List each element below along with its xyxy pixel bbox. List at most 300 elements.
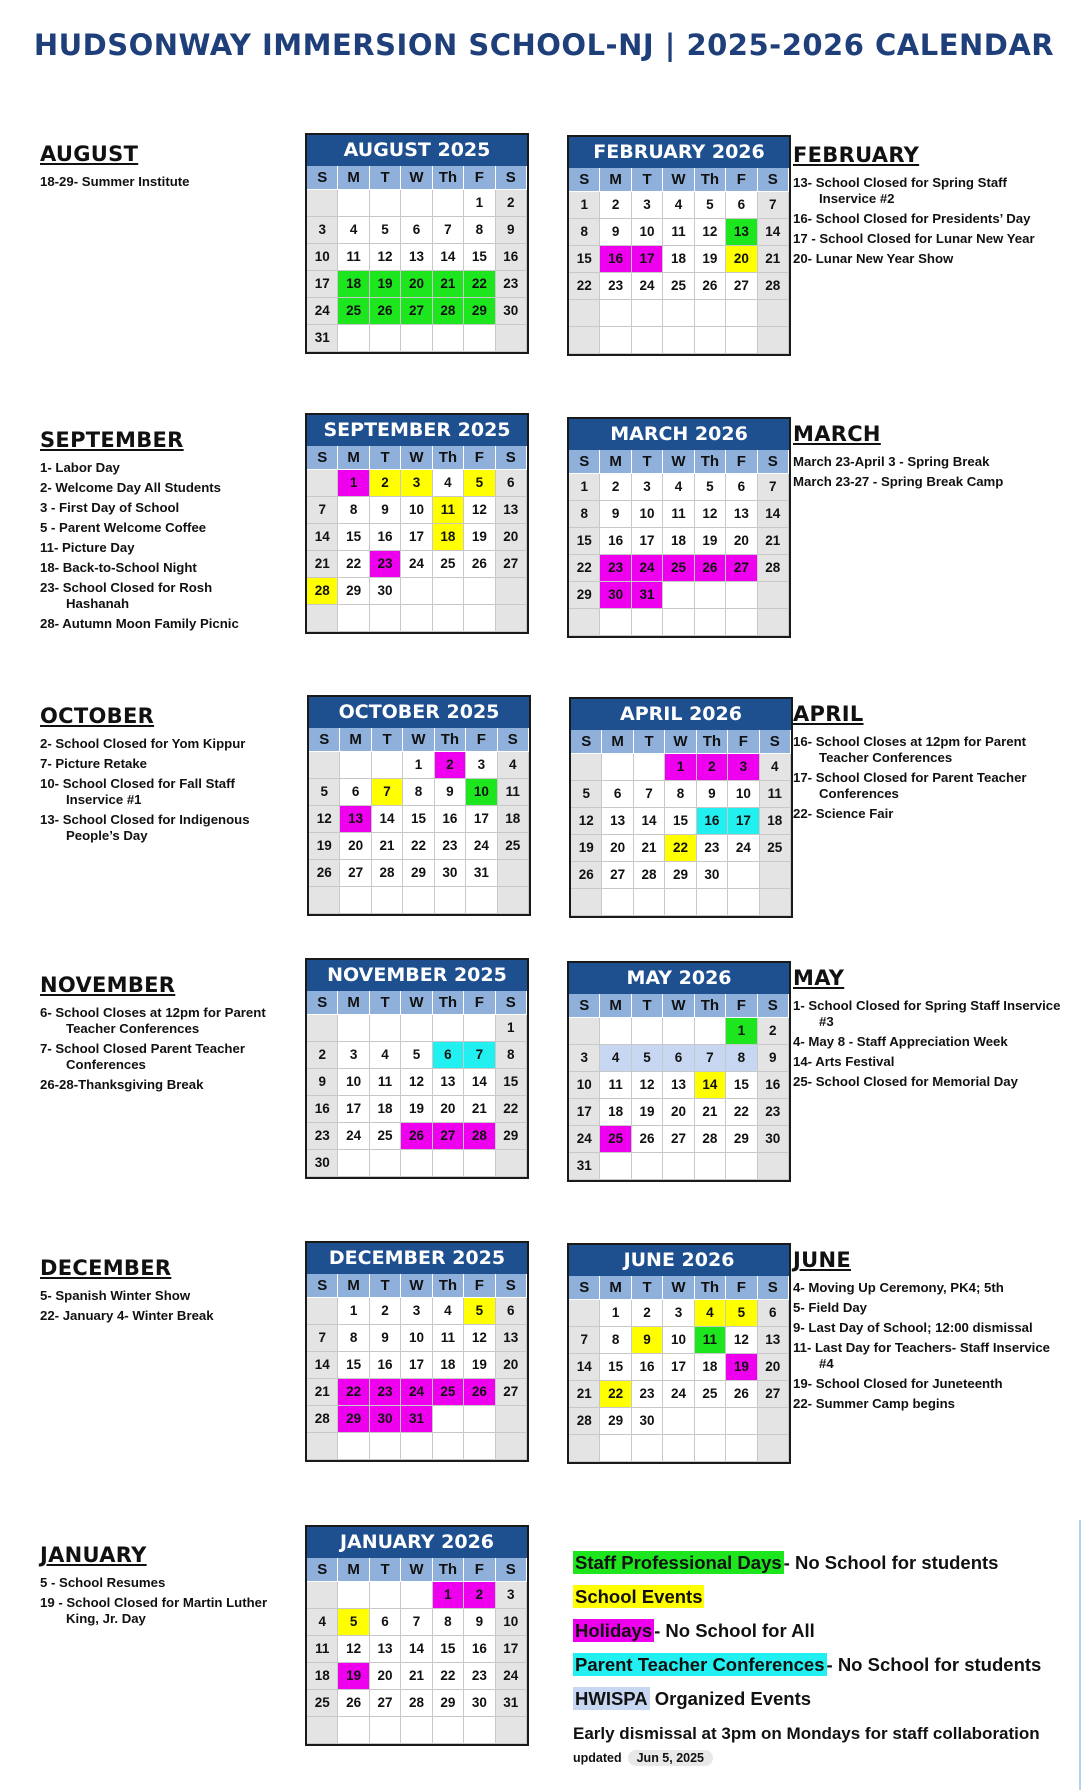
- day-cell: 15: [600, 1354, 631, 1381]
- weekday-header: F: [464, 991, 495, 1015]
- updated-date-chip[interactable]: Jun 5, 2025: [628, 1750, 713, 1766]
- day-cell: 9: [496, 217, 527, 244]
- day-cell: 23: [370, 551, 401, 578]
- day-cell: 26: [632, 1126, 663, 1153]
- note-item: 10- School Closed for Fall Staff Inservice #1: [40, 776, 235, 807]
- calendar-jun-2026: [567, 1243, 791, 1464]
- day-cell: 4: [338, 217, 369, 244]
- day-cell: 12: [338, 1636, 369, 1663]
- day-cell: 4: [433, 1298, 464, 1325]
- day-cell: 30: [632, 1408, 663, 1435]
- day-cell: 29: [403, 860, 434, 887]
- empty-cell: [496, 1150, 527, 1177]
- day-cell: 9: [758, 1045, 789, 1072]
- note-item: 22- Science Fair: [793, 806, 894, 821]
- note-item: 3 - First Day of School: [40, 500, 180, 515]
- note-item: 22- January 4- Winter Break: [40, 1308, 214, 1323]
- note-item: 25- School Closed for Memorial Day: [793, 1074, 1018, 1089]
- day-cell: 7: [695, 1045, 726, 1072]
- day-cell: 15: [569, 528, 600, 555]
- empty-cell: [338, 1433, 369, 1460]
- notes-may: [793, 966, 1061, 1094]
- day-cell: 13: [726, 501, 757, 528]
- notes-heading: MAY: [793, 966, 845, 990]
- notes-mar: [793, 422, 1061, 494]
- day-cell: 4: [663, 192, 694, 219]
- day-cell: 21: [433, 271, 464, 298]
- day-cell: 30: [464, 1690, 495, 1717]
- weekday-header: S: [496, 446, 527, 470]
- note-item: 5 - Parent Welcome Coffee: [40, 520, 207, 535]
- day-cell: 10: [632, 501, 663, 528]
- note-item: 26-28-Thanksgiving Break: [40, 1077, 204, 1092]
- note-item: 1- Labor Day: [40, 460, 120, 475]
- weekday-header: S: [307, 166, 338, 190]
- empty-cell: [600, 327, 631, 354]
- calendar-nov-2025: [305, 958, 529, 1179]
- note-item: 14- Arts Festival: [793, 1054, 895, 1069]
- day-cell: 24: [401, 551, 432, 578]
- day-cell: 15: [569, 246, 600, 273]
- empty-cell: [695, 300, 726, 327]
- day-cell: 22: [569, 555, 600, 582]
- day-cell: 5: [338, 1609, 369, 1636]
- weekday-header: S: [496, 991, 527, 1015]
- day-cell: 17: [632, 246, 663, 273]
- day-cell: 30: [758, 1126, 789, 1153]
- day-cell: 21: [307, 1379, 338, 1406]
- day-cell: 12: [370, 244, 401, 271]
- weekday-header: Th: [435, 728, 466, 752]
- day-cell: 13: [370, 1636, 401, 1663]
- day-cell: 7: [372, 779, 403, 806]
- day-cell: 5: [464, 1298, 495, 1325]
- note-item: 22- Summer Camp begins: [793, 1396, 955, 1411]
- empty-cell: [663, 1153, 694, 1180]
- day-cell: 8: [338, 497, 369, 524]
- empty-cell: [632, 609, 663, 636]
- day-cell: 4: [600, 1045, 631, 1072]
- weekday-header: M: [338, 991, 369, 1015]
- day-cell: 18: [370, 1096, 401, 1123]
- legend-label: School Events: [575, 1586, 703, 1607]
- day-cell: 6: [401, 217, 432, 244]
- day-cell: 22: [496, 1096, 527, 1123]
- empty-cell: [663, 327, 694, 354]
- day-cell: 20: [602, 835, 633, 862]
- weekday-header: M: [600, 994, 631, 1018]
- day-cell: 28: [758, 273, 789, 300]
- day-cell: 3: [496, 1582, 527, 1609]
- empty-cell: [760, 862, 791, 889]
- weekday-header: T: [372, 728, 403, 752]
- day-cell: 2: [370, 470, 401, 497]
- calendar-title: AUGUST 2025: [307, 135, 527, 166]
- day-cell: 22: [338, 1379, 369, 1406]
- day-cell: 1: [496, 1015, 527, 1042]
- calendar-title: SEPTEMBER 2025: [307, 415, 527, 446]
- empty-cell: [370, 1433, 401, 1460]
- weekday-header: Th: [695, 1276, 726, 1300]
- empty-cell: [307, 1582, 338, 1609]
- page-title: HUDSONWAY IMMERSION SCHOOL-NJ | 2025-2026 CALENDAR: [33, 28, 1055, 62]
- empty-cell: [600, 1018, 631, 1045]
- legend-item: [573, 1684, 1073, 1718]
- empty-cell: [307, 1298, 338, 1325]
- day-cell: 19: [309, 833, 340, 860]
- note-item: March 23-April 3 - Spring Break: [793, 454, 990, 469]
- day-cell: 2: [307, 1042, 338, 1069]
- weekday-header: Th: [433, 1558, 464, 1582]
- weekday-header: F: [728, 730, 759, 754]
- legend-item: [573, 1650, 1073, 1684]
- day-cell: 24: [569, 1126, 600, 1153]
- notes-heading: JUNE: [793, 1248, 851, 1272]
- day-cell: 13: [758, 1327, 789, 1354]
- day-cell: 11: [663, 219, 694, 246]
- day-cell: 20: [401, 271, 432, 298]
- day-cell: 10: [496, 1609, 527, 1636]
- weekday-header: Th: [433, 166, 464, 190]
- day-cell: 30: [307, 1150, 338, 1177]
- day-cell: 23: [697, 835, 728, 862]
- day-cell: 20: [758, 1354, 789, 1381]
- empty-cell: [433, 1150, 464, 1177]
- notes-sep: [40, 428, 270, 636]
- weekday-header: T: [632, 994, 663, 1018]
- day-cell: 10: [728, 781, 759, 808]
- day-cell: 28: [569, 1408, 600, 1435]
- notes-feb: [793, 143, 1061, 271]
- day-cell: 26: [571, 862, 602, 889]
- day-cell: 8: [569, 219, 600, 246]
- day-cell: 9: [632, 1327, 663, 1354]
- day-cell: 26: [695, 555, 726, 582]
- day-cell: 18: [498, 806, 529, 833]
- day-cell: 22: [726, 1099, 757, 1126]
- day-cell: 18: [760, 808, 791, 835]
- calendar-title: NOVEMBER 2025: [307, 960, 527, 991]
- day-cell: 15: [464, 244, 495, 271]
- note-item: 2- Welcome Day All Students: [40, 480, 222, 495]
- empty-cell: [338, 1150, 369, 1177]
- empty-cell: [338, 190, 369, 217]
- empty-cell: [464, 1433, 495, 1460]
- empty-cell: [569, 1300, 600, 1327]
- day-cell: 23: [370, 1379, 401, 1406]
- note-item: 9- Last Day of School; 12:00 dismissal: [793, 1320, 1033, 1335]
- day-cell: 12: [632, 1072, 663, 1099]
- notes-heading: APRIL: [793, 702, 864, 726]
- updated-label: updated: [573, 1751, 622, 1765]
- day-cell: 16: [370, 1352, 401, 1379]
- calendar-jan-2026: [305, 1525, 529, 1746]
- day-cell: 12: [571, 808, 602, 835]
- notes-heading: NOVEMBER: [40, 973, 176, 997]
- weekday-header: F: [464, 1274, 495, 1298]
- divider-line: [1079, 1520, 1081, 1790]
- day-cell: 27: [401, 298, 432, 325]
- empty-cell: [726, 1435, 757, 1462]
- empty-cell: [496, 1433, 527, 1460]
- day-cell: 21: [634, 835, 665, 862]
- legend-label: Staff Professional Days: [575, 1552, 782, 1573]
- day-cell: 6: [433, 1042, 464, 1069]
- weekday-header: M: [338, 446, 369, 470]
- day-cell: 27: [602, 862, 633, 889]
- day-cell: 20: [663, 1099, 694, 1126]
- empty-cell: [634, 754, 665, 781]
- day-cell: 20: [340, 833, 371, 860]
- day-cell: 5: [695, 474, 726, 501]
- empty-cell: [569, 327, 600, 354]
- day-cell: 26: [695, 273, 726, 300]
- empty-cell: [758, 300, 789, 327]
- legend-items: [573, 1548, 1073, 1718]
- day-cell: 28: [433, 298, 464, 325]
- legend-suffix: - No School for All: [654, 1620, 815, 1641]
- day-cell: 22: [338, 551, 369, 578]
- day-cell: 24: [338, 1123, 369, 1150]
- day-cell: 24: [632, 273, 663, 300]
- day-cell: 17: [663, 1354, 694, 1381]
- legend: [573, 1548, 1073, 1766]
- empty-cell: [726, 609, 757, 636]
- day-cell: 11: [600, 1072, 631, 1099]
- day-cell: 16: [435, 806, 466, 833]
- day-cell: 3: [338, 1042, 369, 1069]
- empty-cell: [340, 887, 371, 914]
- calendar-title: JANUARY 2026: [307, 1527, 527, 1558]
- day-cell: 5: [401, 1042, 432, 1069]
- day-cell: 19: [632, 1099, 663, 1126]
- notes-jun: [793, 1248, 1061, 1416]
- empty-cell: [726, 327, 757, 354]
- day-cell: 25: [370, 1123, 401, 1150]
- legend-item: [573, 1582, 1073, 1616]
- day-cell: 29: [338, 578, 369, 605]
- empty-cell: [370, 325, 401, 352]
- empty-cell: [464, 605, 495, 632]
- day-cell: 14: [758, 501, 789, 528]
- day-cell: 12: [695, 219, 726, 246]
- empty-cell: [464, 1150, 495, 1177]
- day-cell: 25: [760, 835, 791, 862]
- weekday-header: M: [338, 1558, 369, 1582]
- weekday-header: M: [338, 166, 369, 190]
- empty-cell: [496, 1406, 527, 1433]
- weekday-header: S: [307, 1558, 338, 1582]
- weekday-header: W: [663, 168, 694, 192]
- calendar-title: FEBRUARY 2026: [569, 137, 789, 168]
- weekday-header: S: [569, 994, 600, 1018]
- empty-cell: [340, 752, 371, 779]
- legend-label: Holidays: [575, 1620, 653, 1641]
- day-cell: 15: [726, 1072, 757, 1099]
- empty-cell: [632, 1435, 663, 1462]
- day-cell: 2: [600, 474, 631, 501]
- notes-apr: [793, 702, 1061, 826]
- day-cell: 11: [695, 1327, 726, 1354]
- legend-item: [573, 1548, 1073, 1582]
- day-cell: 17: [728, 808, 759, 835]
- day-cell: 25: [663, 273, 694, 300]
- day-cell: 19: [464, 524, 495, 551]
- day-cell: 3: [401, 1298, 432, 1325]
- day-cell: 1: [338, 470, 369, 497]
- empty-cell: [758, 582, 789, 609]
- empty-cell: [600, 300, 631, 327]
- day-cell: 25: [338, 298, 369, 325]
- day-cell: 13: [726, 219, 757, 246]
- empty-cell: [632, 1153, 663, 1180]
- day-cell: 24: [307, 298, 338, 325]
- empty-cell: [663, 1018, 694, 1045]
- day-cell: 10: [569, 1072, 600, 1099]
- day-cell: 22: [569, 273, 600, 300]
- weekday-header: M: [338, 1274, 369, 1298]
- day-cell: 2: [370, 1298, 401, 1325]
- day-cell: 11: [760, 781, 791, 808]
- day-cell: 29: [569, 582, 600, 609]
- day-cell: 14: [569, 1354, 600, 1381]
- day-cell: 6: [496, 1298, 527, 1325]
- weekday-header: F: [726, 168, 757, 192]
- empty-cell: [403, 887, 434, 914]
- empty-cell: [338, 1717, 369, 1744]
- day-cell: 1: [726, 1018, 757, 1045]
- day-cell: 26: [464, 551, 495, 578]
- empty-cell: [496, 325, 527, 352]
- day-cell: 28: [372, 860, 403, 887]
- note-item: 16- School Closed for Presidents’ Day: [793, 211, 1031, 226]
- calendar-aug-2025: [305, 133, 529, 354]
- empty-cell: [760, 889, 791, 916]
- weekday-header: W: [401, 446, 432, 470]
- day-cell: 21: [569, 1381, 600, 1408]
- empty-cell: [338, 605, 369, 632]
- empty-cell: [758, 609, 789, 636]
- notes-aug: [40, 142, 270, 194]
- day-cell: 18: [695, 1354, 726, 1381]
- day-cell: 24: [401, 1379, 432, 1406]
- day-cell: 27: [433, 1123, 464, 1150]
- day-cell: 22: [464, 271, 495, 298]
- empty-cell: [401, 605, 432, 632]
- day-cell: 5: [309, 779, 340, 806]
- note-item: 20- Lunar New Year Show: [793, 251, 954, 266]
- weekday-header: M: [602, 730, 633, 754]
- weekday-header: F: [464, 166, 495, 190]
- day-cell: 31: [569, 1153, 600, 1180]
- day-cell: 20: [433, 1096, 464, 1123]
- day-cell: 1: [569, 192, 600, 219]
- day-cell: 29: [600, 1408, 631, 1435]
- day-cell: 16: [307, 1096, 338, 1123]
- day-cell: 16: [600, 528, 631, 555]
- empty-cell: [758, 1408, 789, 1435]
- day-cell: 29: [433, 1690, 464, 1717]
- empty-cell: [665, 889, 696, 916]
- empty-cell: [695, 1018, 726, 1045]
- day-cell: 13: [433, 1069, 464, 1096]
- calendar-sep-2025: [305, 413, 529, 634]
- day-cell: 13: [496, 1325, 527, 1352]
- empty-cell: [307, 605, 338, 632]
- empty-cell: [695, 327, 726, 354]
- weekday-header: Th: [695, 994, 726, 1018]
- day-cell: 8: [338, 1325, 369, 1352]
- day-cell: 15: [665, 808, 696, 835]
- day-cell: 11: [663, 501, 694, 528]
- day-cell: 7: [464, 1042, 495, 1069]
- day-cell: 3: [728, 754, 759, 781]
- day-cell: 4: [433, 470, 464, 497]
- weekday-header: F: [726, 1276, 757, 1300]
- day-cell: 2: [632, 1300, 663, 1327]
- day-cell: 18: [600, 1099, 631, 1126]
- weekday-header: S: [760, 730, 791, 754]
- day-cell: 4: [663, 474, 694, 501]
- empty-cell: [401, 1015, 432, 1042]
- empty-cell: [370, 1582, 401, 1609]
- empty-cell: [496, 1717, 527, 1744]
- day-cell: 23: [758, 1099, 789, 1126]
- day-cell: 15: [433, 1636, 464, 1663]
- day-cell: 26: [338, 1690, 369, 1717]
- calendar-mar-2026: [567, 417, 791, 638]
- day-cell: 27: [726, 273, 757, 300]
- empty-cell: [338, 1582, 369, 1609]
- day-cell: 15: [496, 1069, 527, 1096]
- weekday-header: W: [401, 1274, 432, 1298]
- day-cell: 13: [496, 497, 527, 524]
- weekday-header: F: [726, 450, 757, 474]
- weekday-header: T: [632, 1276, 663, 1300]
- legend-suffix: - No School for students: [826, 1654, 1042, 1675]
- legend-label: Parent Teacher Conferences: [575, 1654, 825, 1675]
- note-item: 6- School Closes at 12pm for Parent Teacher Conferences: [40, 1005, 266, 1036]
- calendar-title: OCTOBER 2025: [309, 697, 529, 728]
- note-item: 13- School Closed for Indigenous People’s Day: [40, 812, 250, 843]
- day-cell: 24: [466, 833, 497, 860]
- day-cell: 11: [370, 1069, 401, 1096]
- empty-cell: [433, 325, 464, 352]
- empty-cell: [433, 578, 464, 605]
- note-item: 2- School Closed for Yom Kippur: [40, 736, 246, 751]
- day-cell: 11: [498, 779, 529, 806]
- empty-cell: [569, 1018, 600, 1045]
- weekday-header: Th: [433, 1274, 464, 1298]
- empty-cell: [498, 860, 529, 887]
- day-cell: 10: [338, 1069, 369, 1096]
- day-cell: 28: [695, 1126, 726, 1153]
- note-item: 4- May 8 - Staff Appreciation Week: [793, 1034, 1008, 1049]
- day-cell: 26: [309, 860, 340, 887]
- day-cell: 3: [569, 1045, 600, 1072]
- empty-cell: [433, 605, 464, 632]
- day-cell: 21: [401, 1663, 432, 1690]
- day-cell: 25: [663, 555, 694, 582]
- empty-cell: [632, 300, 663, 327]
- day-cell: 9: [307, 1069, 338, 1096]
- day-cell: 14: [433, 244, 464, 271]
- weekday-header: W: [403, 728, 434, 752]
- day-cell: 19: [338, 1663, 369, 1690]
- day-cell: 19: [370, 271, 401, 298]
- day-cell: 22: [600, 1381, 631, 1408]
- empty-cell: [401, 190, 432, 217]
